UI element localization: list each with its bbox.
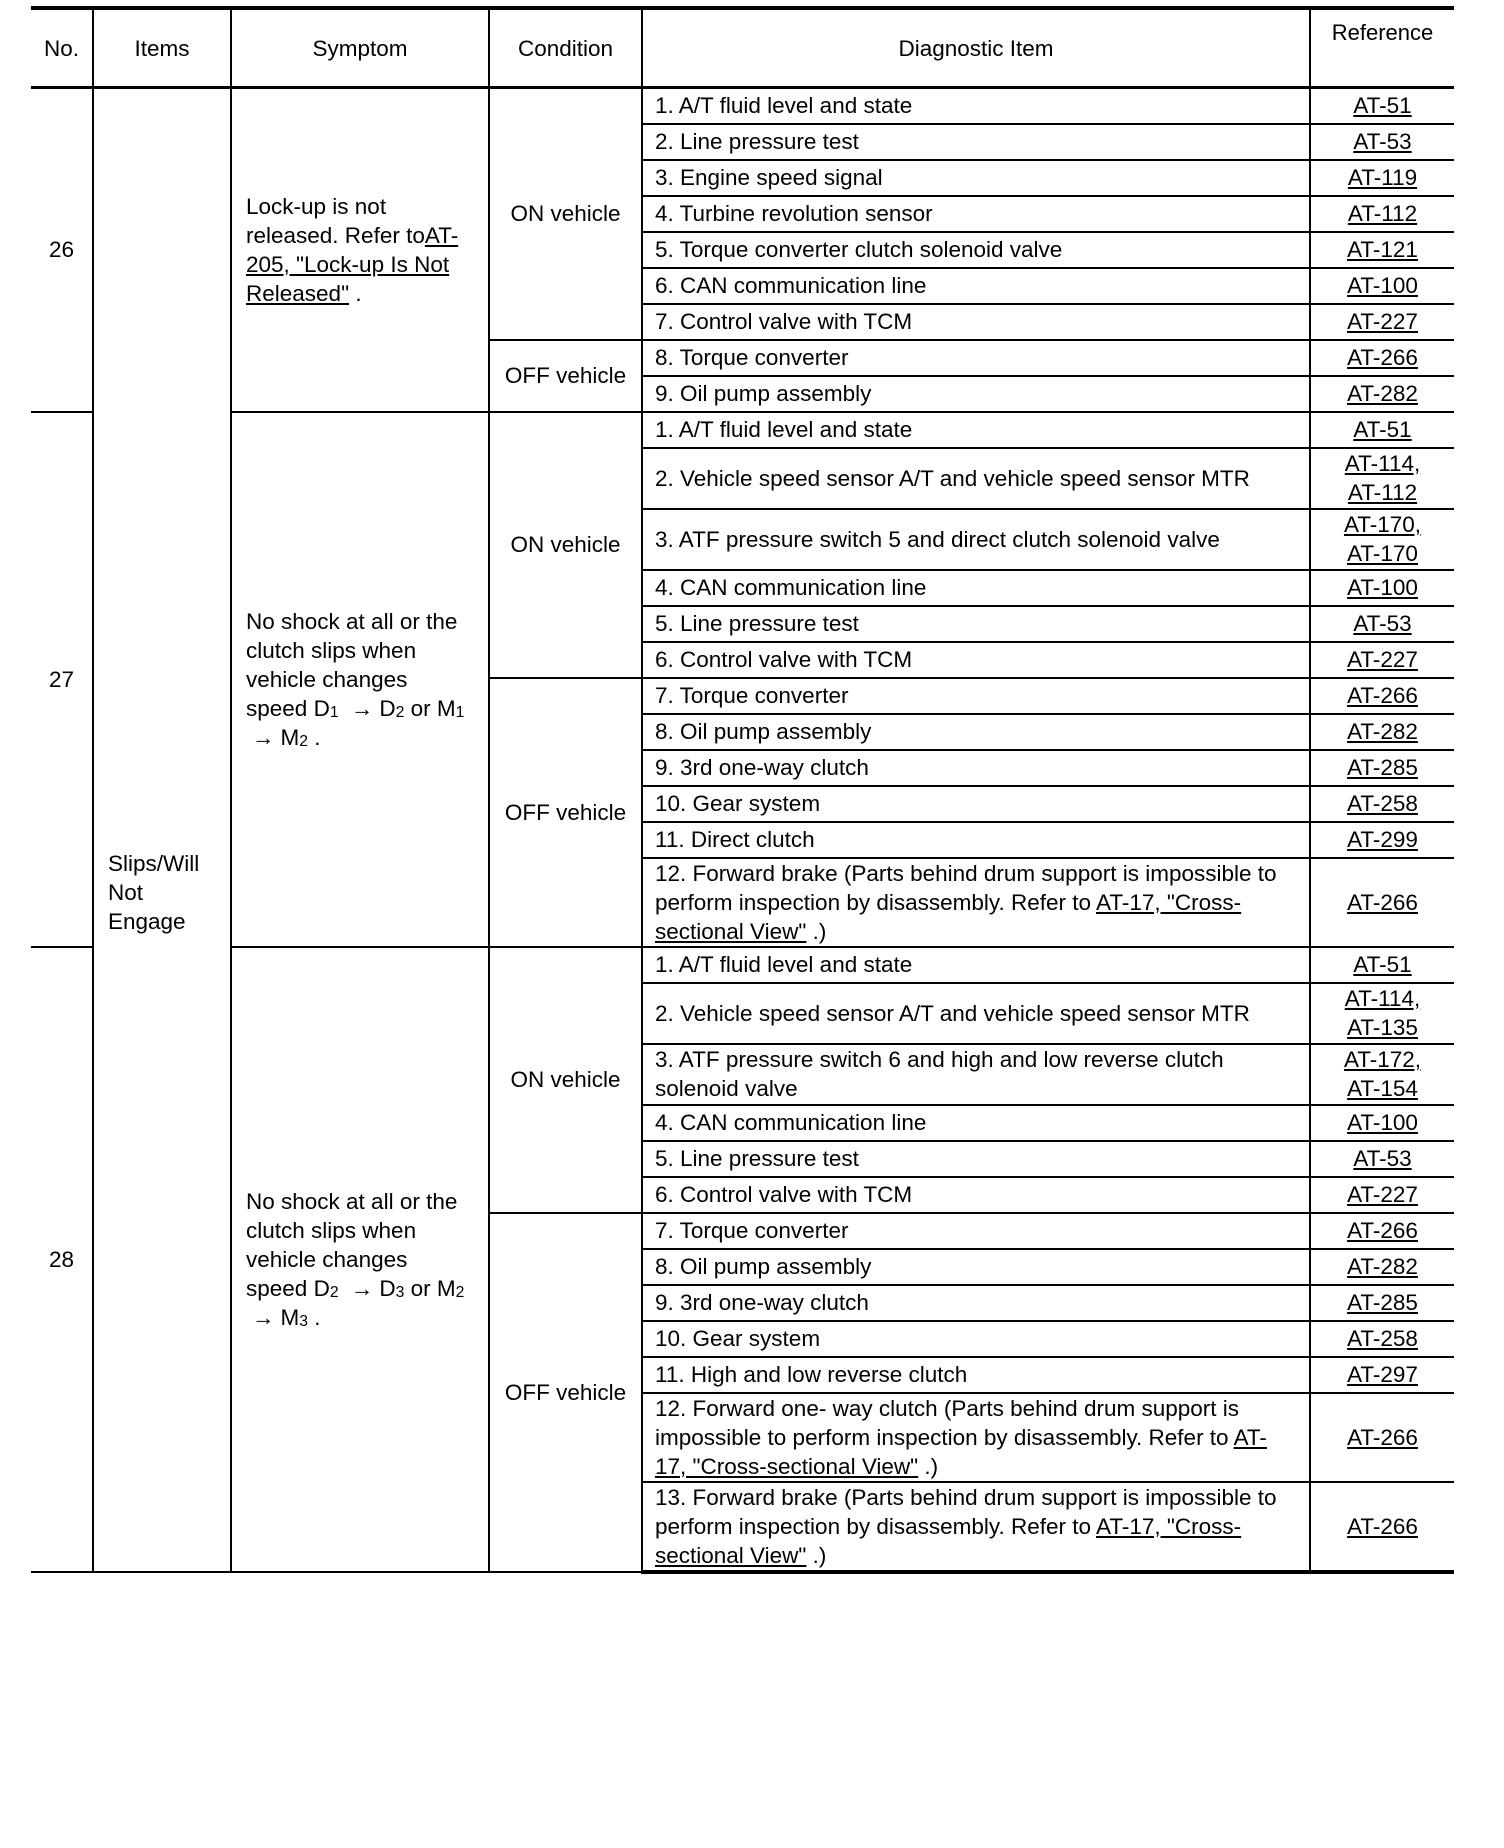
diagnostic-text: 3. Engine speed signal bbox=[655, 165, 883, 190]
diagnostic-text: 7. Torque converter bbox=[655, 683, 849, 708]
diagnostic-item bbox=[642, 858, 1310, 947]
reference-cell bbox=[1310, 822, 1454, 858]
diagnostic-item bbox=[642, 1321, 1310, 1357]
symptom-cell bbox=[231, 947, 489, 1572]
diagnostic-text: 6. Control valve with TCM bbox=[655, 1182, 913, 1207]
symptom-s2: D bbox=[379, 695, 396, 721]
reference-cell bbox=[1310, 1393, 1454, 1482]
diagnostic-item bbox=[642, 232, 1310, 268]
reference-link[interactable]: AT-170, bbox=[1343, 512, 1422, 537]
diagnostic-item bbox=[642, 88, 1310, 124]
reference-link[interactable]: AT-154 bbox=[1347, 1076, 1418, 1101]
row-number bbox=[31, 412, 93, 947]
reference-cell bbox=[1310, 750, 1454, 786]
condition-cell bbox=[489, 340, 642, 412]
row-number-text: 27 bbox=[48, 666, 75, 692]
diagnostic-item bbox=[642, 1357, 1310, 1393]
reference-cell bbox=[1310, 1285, 1454, 1321]
diagnostic-text: 7. Control valve with TCM bbox=[655, 309, 913, 334]
symptom-arrow2: → bbox=[252, 724, 275, 750]
diagnosis-table-container bbox=[31, 6, 1454, 1574]
diagnostic-end: .) bbox=[918, 1453, 939, 1479]
reference-cell bbox=[1310, 1213, 1454, 1249]
reference-cell bbox=[1310, 947, 1454, 983]
reference-cell bbox=[1310, 232, 1454, 268]
reference-link[interactable]: AT-112 bbox=[1347, 480, 1418, 505]
diagnostic-item bbox=[642, 983, 1310, 1044]
diagnostic-text: 12. Forward brake (Parts behind drum support is impossible to perform inspection by disassembly. Refer to bbox=[655, 860, 1277, 915]
reference-cell bbox=[1310, 1177, 1454, 1213]
diagnostic-item bbox=[642, 642, 1310, 678]
reference-cell bbox=[1310, 1357, 1454, 1393]
row-number-text: 28 bbox=[48, 1246, 75, 1272]
symptom-or: or bbox=[410, 1275, 431, 1301]
diagnostic-end: .) bbox=[806, 1542, 827, 1568]
reference-link[interactable]: AT-53 bbox=[1353, 129, 1412, 154]
symptom-end: . bbox=[349, 280, 362, 306]
reference-link[interactable]: AT-266 bbox=[1347, 683, 1418, 708]
reference-cell bbox=[1310, 983, 1454, 1044]
diagnostic-text: 2. Line pressure test bbox=[655, 129, 859, 154]
diagnostic-text: 1. A/T fluid level and state bbox=[655, 417, 913, 442]
reference-link[interactable]: AT-119 bbox=[1347, 165, 1418, 190]
header-diagnostic-item: Diagnostic Item bbox=[642, 8, 1310, 88]
diagnostic-link[interactable]: AT-17, "Cross-sectional View" bbox=[655, 889, 1242, 944]
reference-link[interactable]: AT-135 bbox=[1347, 1015, 1418, 1040]
reference-link[interactable]: AT-53 bbox=[1353, 611, 1412, 636]
reference-cell bbox=[1310, 268, 1454, 304]
diagnostic-text: 4. CAN communication line bbox=[655, 575, 927, 600]
header-symptom: Symptom bbox=[231, 8, 489, 88]
reference-cell bbox=[1310, 1141, 1454, 1177]
diagnostic-text: 8. Oil pump assembly bbox=[655, 719, 872, 744]
items-label: Slips/Will Not Engage bbox=[108, 851, 200, 934]
reference-link[interactable]: AT-282 bbox=[1347, 381, 1418, 406]
diagnostic-text: 8. Torque converter bbox=[655, 345, 849, 370]
reference-cell bbox=[1310, 786, 1454, 822]
reference-cell bbox=[1310, 1249, 1454, 1285]
reference-link[interactable]: AT-266 bbox=[1347, 1218, 1418, 1243]
diagnostic-text: 9. Oil pump assembly bbox=[655, 381, 872, 406]
condition-cell bbox=[489, 412, 642, 678]
reference-link[interactable]: AT-266 bbox=[1347, 345, 1418, 370]
items-cell bbox=[93, 88, 231, 1572]
reference-cell bbox=[1310, 196, 1454, 232]
symptom-s2sub: 3 bbox=[395, 1283, 405, 1301]
symptom-s4sub: 2 bbox=[299, 732, 309, 750]
diagnostic-item bbox=[642, 750, 1310, 786]
reference-cell bbox=[1310, 88, 1454, 124]
symptom-cell bbox=[231, 412, 489, 947]
symptom-s1: D bbox=[313, 1275, 330, 1301]
reference-cell bbox=[1310, 304, 1454, 340]
symptom-s3: M bbox=[436, 695, 456, 721]
symptom-end: . bbox=[314, 1304, 321, 1330]
row-number bbox=[31, 88, 93, 412]
reference-cell bbox=[1310, 340, 1454, 376]
symptom-text: No shock at all or the clutch slips when vehicle changes speed bbox=[246, 1188, 458, 1301]
header-items: Items bbox=[93, 8, 231, 88]
diagnostic-text: 10. Gear system bbox=[655, 1326, 821, 1351]
table-row bbox=[31, 88, 1454, 124]
condition-label: OFF vehicle bbox=[504, 1379, 627, 1405]
table-body bbox=[31, 88, 1454, 1572]
condition-label: ON vehicle bbox=[510, 532, 621, 557]
reference-link[interactable]: AT-227 bbox=[1347, 647, 1418, 672]
diagnostic-item bbox=[642, 714, 1310, 750]
reference-link[interactable]: AT-258 bbox=[1347, 1326, 1418, 1351]
symptom-arrow1: → bbox=[350, 695, 374, 721]
diagnostic-item bbox=[642, 1393, 1310, 1482]
symptom-text: No shock at all or the clutch slips when vehicle changes speed bbox=[246, 608, 458, 721]
diagnostic-text: 5. Line pressure test bbox=[655, 611, 859, 636]
diagnostic-text: 6. Control valve with TCM bbox=[655, 647, 913, 672]
reference-link[interactable]: AT-285 bbox=[1347, 1290, 1418, 1315]
symptom-s2sub: 2 bbox=[395, 703, 405, 721]
diagnostic-link[interactable]: AT-17, "Cross-sectional View" bbox=[655, 1513, 1242, 1568]
diagnostic-text: 9. 3rd one-way clutch bbox=[655, 755, 869, 780]
diagnostic-item bbox=[642, 304, 1310, 340]
diagnostic-item bbox=[642, 947, 1310, 983]
reference-cell bbox=[1310, 606, 1454, 642]
condition-label: ON vehicle bbox=[510, 1067, 621, 1092]
diagnostic-text: 13. Forward brake (Parts behind drum support is impossible to perform inspection by disassembly. Refer to bbox=[655, 1484, 1277, 1539]
diagnostic-text: 2. Vehicle speed sensor A/T and vehicle speed sensor MTR bbox=[655, 1000, 1250, 1026]
diagnostic-text: 11. High and low reverse clutch bbox=[655, 1362, 968, 1387]
diagnostic-text: 4. Turbine revolution sensor bbox=[655, 201, 933, 226]
diagnostic-item bbox=[642, 786, 1310, 822]
diagnostic-item bbox=[642, 570, 1310, 606]
symptom-s2: D bbox=[379, 1275, 396, 1301]
row-number bbox=[31, 947, 93, 1572]
symptom-s1sub: 1 bbox=[329, 703, 339, 721]
header-row bbox=[31, 8, 1454, 88]
symptom-arrow1: → bbox=[350, 1275, 374, 1301]
reference-link[interactable]: AT-114, bbox=[1344, 451, 1421, 476]
reference-cell bbox=[1310, 714, 1454, 750]
reference-link[interactable]: AT-114, bbox=[1344, 986, 1421, 1011]
reference-link[interactable]: AT-266 bbox=[1347, 889, 1418, 915]
reference-cell bbox=[1310, 412, 1454, 448]
reference-link[interactable]: AT-51 bbox=[1353, 952, 1412, 977]
diagnostic-text: 10. Gear system bbox=[655, 791, 821, 816]
condition-label: OFF vehicle bbox=[504, 363, 627, 388]
diagnostic-text: 5. Torque converter clutch solenoid valve bbox=[655, 237, 1063, 262]
reference-link[interactable]: AT-100 bbox=[1347, 575, 1418, 600]
reference-link[interactable]: AT-282 bbox=[1347, 719, 1418, 744]
condition-cell bbox=[489, 88, 642, 340]
symptom-s1: D bbox=[313, 695, 330, 721]
diagnostic-text: 1. A/T fluid level and state bbox=[655, 952, 913, 977]
table-row bbox=[31, 412, 1454, 448]
diagnostic-text: 2. Vehicle speed sensor A/T and vehicle speed sensor MTR bbox=[655, 465, 1250, 491]
diagnostic-item bbox=[642, 160, 1310, 196]
reference-link[interactable]: AT-266 bbox=[1347, 1424, 1418, 1450]
diagnostic-item bbox=[642, 1249, 1310, 1285]
diagnostic-item bbox=[642, 196, 1310, 232]
table-row bbox=[31, 947, 1454, 983]
reference-cell bbox=[1310, 1105, 1454, 1141]
symptom-s3: M bbox=[436, 1275, 456, 1301]
diagnostic-end: .) bbox=[806, 918, 827, 944]
diagnostic-item bbox=[642, 1285, 1310, 1321]
reference-link[interactable]: AT-53 bbox=[1353, 1146, 1412, 1171]
diagnostic-item bbox=[642, 376, 1310, 412]
reference-cell bbox=[1310, 678, 1454, 714]
reference-link[interactable]: AT-227 bbox=[1347, 309, 1418, 334]
diagnostic-item bbox=[642, 340, 1310, 376]
diagnostic-item bbox=[642, 1105, 1310, 1141]
reference-link[interactable]: AT-121 bbox=[1347, 237, 1418, 262]
diagnostic-item bbox=[642, 509, 1310, 570]
reference-cell bbox=[1310, 1321, 1454, 1357]
reference-cell bbox=[1310, 160, 1454, 196]
symptom-text: Lock-up is not released. Refer to bbox=[246, 193, 425, 248]
symptom-arrow2: → bbox=[252, 1304, 275, 1330]
symptom-s1sub: 2 bbox=[329, 1283, 339, 1301]
header-condition: Condition bbox=[489, 8, 642, 88]
diagnostic-item bbox=[642, 1177, 1310, 1213]
reference-link[interactable]: AT-51 bbox=[1353, 417, 1412, 442]
diagnostic-item bbox=[642, 1482, 1310, 1572]
reference-link[interactable]: AT-297 bbox=[1347, 1362, 1418, 1387]
diagnostic-item bbox=[642, 606, 1310, 642]
diagnostic-item bbox=[642, 1044, 1310, 1105]
condition-cell bbox=[489, 678, 642, 947]
symptom-s3sub: 1 bbox=[455, 703, 465, 721]
diagnostic-item bbox=[642, 678, 1310, 714]
diagnostic-text: 8. Oil pump assembly bbox=[655, 1254, 872, 1279]
reference-link[interactable]: AT-282 bbox=[1347, 1254, 1418, 1279]
reference-cell bbox=[1310, 858, 1454, 947]
symptom-s4sub: 3 bbox=[299, 1312, 309, 1330]
reference-link[interactable]: AT-170 bbox=[1347, 541, 1418, 566]
condition-label: ON vehicle bbox=[510, 201, 621, 227]
diagnostic-text: 11. Direct clutch bbox=[655, 827, 815, 852]
diagnostic-item bbox=[642, 412, 1310, 448]
reference-cell bbox=[1310, 1044, 1454, 1105]
condition-cell bbox=[489, 1213, 642, 1572]
diagnostic-link[interactable]: AT-17, "Cross-sectional View" bbox=[655, 1424, 1267, 1479]
reference-cell bbox=[1310, 448, 1454, 509]
condition-cell bbox=[489, 947, 642, 1213]
diagnostic-text: 7. Torque converter bbox=[655, 1218, 849, 1243]
reference-link[interactable]: AT-266 bbox=[1347, 1513, 1418, 1539]
symptom-link[interactable]: AT-205, "Lock-up Is Not Released" bbox=[246, 222, 459, 306]
symptom-s3sub: 2 bbox=[455, 1283, 465, 1301]
symptom-or: or bbox=[410, 695, 431, 721]
symptom-s4: M bbox=[280, 1304, 300, 1330]
diagnostic-text: 9. 3rd one-way clutch bbox=[655, 1290, 869, 1315]
header-reference: Reference bbox=[1310, 8, 1454, 88]
reference-link[interactable]: AT-100 bbox=[1347, 273, 1418, 298]
reference-link[interactable]: AT-285 bbox=[1347, 755, 1418, 780]
row-number-text: 26 bbox=[48, 237, 75, 263]
reference-link[interactable]: AT-227 bbox=[1347, 1182, 1418, 1207]
reference-cell bbox=[1310, 642, 1454, 678]
diagnostic-text: 6. CAN communication line bbox=[655, 273, 927, 298]
reference-link[interactable]: AT-299 bbox=[1347, 827, 1418, 852]
reference-link[interactable]: AT-172, bbox=[1343, 1047, 1422, 1072]
diagnostic-text: 1. A/T fluid level and state bbox=[655, 93, 913, 119]
diagnostic-text: 12. Forward one- way clutch (Parts behind drum support is impossible to perform inspection by disassembly. Refer to bbox=[655, 1395, 1240, 1450]
reference-cell bbox=[1310, 376, 1454, 412]
reference-cell bbox=[1310, 1482, 1454, 1572]
symptom-cell bbox=[231, 88, 489, 412]
reference-link[interactable]: AT-112 bbox=[1347, 201, 1418, 226]
reference-cell bbox=[1310, 570, 1454, 606]
diagnostic-item bbox=[642, 1141, 1310, 1177]
reference-cell bbox=[1310, 509, 1454, 570]
diagnosis-table bbox=[31, 6, 1454, 1574]
reference-link[interactable]: AT-100 bbox=[1347, 1110, 1418, 1135]
diagnostic-text: 4. CAN communication line bbox=[655, 1110, 927, 1135]
diagnostic-text: 3. ATF pressure switch 5 and direct clutch solenoid valve bbox=[655, 526, 1220, 552]
symptom-end: . bbox=[314, 724, 321, 750]
diagnostic-item bbox=[642, 448, 1310, 509]
reference-link[interactable]: AT-258 bbox=[1347, 791, 1418, 816]
diagnostic-item bbox=[642, 268, 1310, 304]
header-no: No. bbox=[31, 8, 93, 88]
diagnostic-text: 5. Line pressure test bbox=[655, 1146, 859, 1171]
diagnostic-item bbox=[642, 1213, 1310, 1249]
symptom-s4: M bbox=[280, 724, 300, 750]
reference-link[interactable]: AT-51 bbox=[1353, 93, 1412, 119]
condition-label: OFF vehicle bbox=[504, 799, 627, 825]
diagnostic-text: 3. ATF pressure switch 6 and high and low reverse clutch solenoid valve bbox=[655, 1047, 1224, 1101]
diagnostic-item bbox=[642, 124, 1310, 160]
diagnostic-item bbox=[642, 822, 1310, 858]
reference-cell bbox=[1310, 124, 1454, 160]
